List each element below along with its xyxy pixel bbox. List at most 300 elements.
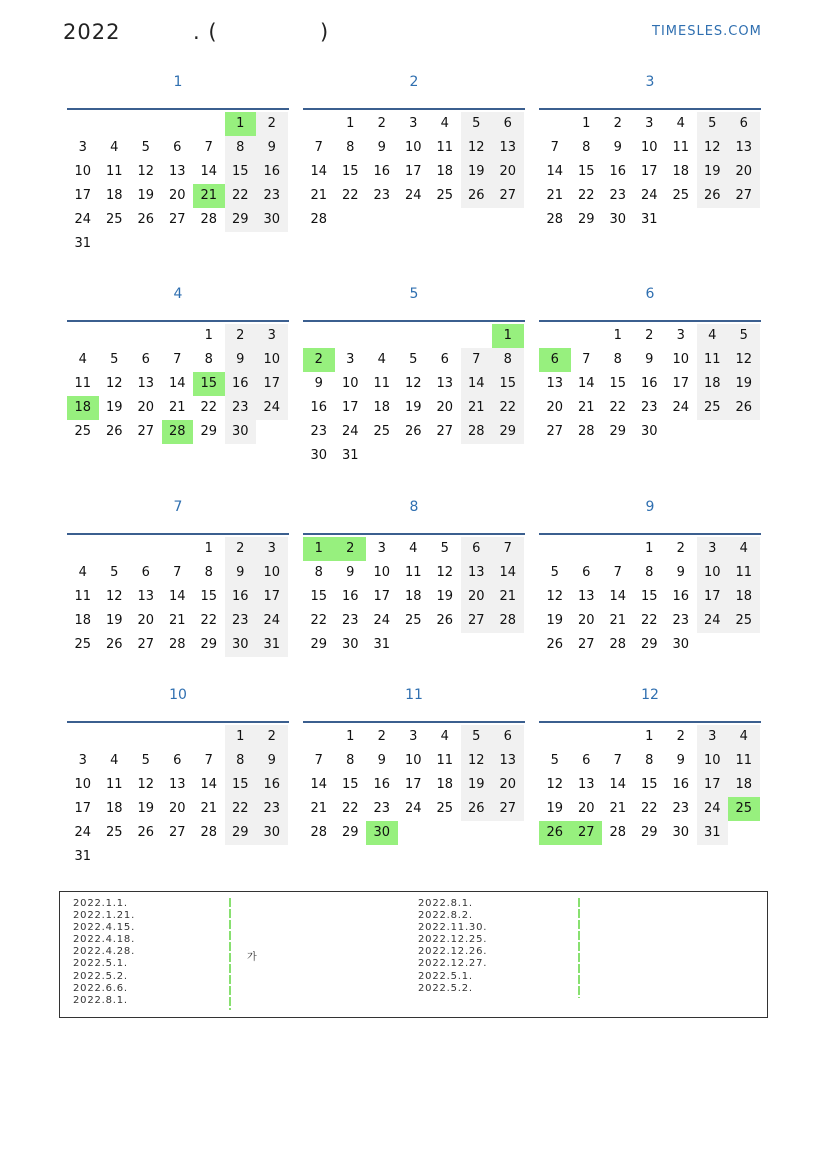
month-title: 9 <box>645 499 655 515</box>
note-date: 2022.6.6. <box>73 982 128 994</box>
month-rule <box>67 533 289 535</box>
day-cell: 7 <box>204 140 213 155</box>
month-8 <box>303 499 525 657</box>
day-cell: 1 <box>204 328 213 343</box>
month-days <box>303 537 525 657</box>
day-cell: 16 <box>225 372 257 396</box>
day-cell: 17 <box>404 164 422 179</box>
day-cell: 24 <box>672 400 690 415</box>
day-cell: 11 <box>105 777 123 792</box>
day-cell: 22 <box>640 801 658 816</box>
day-cell: 15 <box>577 164 595 179</box>
day-cell: 15 <box>341 164 359 179</box>
day-cell: 17 <box>672 376 690 391</box>
day-cell: 15 <box>193 372 225 396</box>
day-cell: 20 <box>577 801 595 816</box>
month-rule <box>539 721 761 723</box>
day-cell: 13 <box>137 376 155 391</box>
month-title: 12 <box>641 687 659 703</box>
day-cell: 3 <box>377 541 386 556</box>
day-cell: 10 <box>697 561 729 585</box>
day-cell: 31 <box>74 849 92 864</box>
day-cell: 23 <box>609 188 627 203</box>
day-cell: 11 <box>74 589 92 604</box>
day-cell: 6 <box>582 753 591 768</box>
day-cell: 8 <box>346 753 355 768</box>
day-cell: 24 <box>697 797 729 821</box>
day-cell: 16 <box>373 777 391 792</box>
day-cell: 1 <box>645 729 654 744</box>
day-cell: 12 <box>728 348 760 372</box>
day-cell: 28 <box>577 424 595 439</box>
day-cell: 29 <box>310 637 328 652</box>
note-date: 2022.5.1. <box>73 958 128 970</box>
day-cell: 17 <box>74 188 92 203</box>
day-cell: 6 <box>492 112 524 136</box>
day-cell: 2 <box>256 112 288 136</box>
day-cell: 9 <box>377 140 386 155</box>
day-cell: 19 <box>137 188 155 203</box>
day-cell: 8 <box>204 565 213 580</box>
month-days <box>539 324 761 444</box>
day-cell: 25 <box>373 424 391 439</box>
day-cell: 11 <box>728 561 760 585</box>
day-cell: 15 <box>640 777 658 792</box>
day-cell: 19 <box>546 613 564 628</box>
empty-cell <box>130 725 162 749</box>
month-2 <box>303 74 525 232</box>
month-title: 3 <box>645 74 655 90</box>
empty-cell <box>539 324 571 348</box>
day-cell: 7 <box>550 140 559 155</box>
day-cell: 10 <box>256 348 288 372</box>
day-cell: 23 <box>225 609 257 633</box>
day-cell: 20 <box>137 613 155 628</box>
day-cell: 9 <box>676 565 685 580</box>
day-cell: 19 <box>461 773 493 797</box>
day-cell: 12 <box>137 777 155 792</box>
day-cell: 25 <box>74 637 92 652</box>
notes-box <box>59 891 768 1018</box>
empty-cell <box>571 725 603 749</box>
day-cell: 19 <box>436 589 454 604</box>
day-cell: 25 <box>105 825 123 840</box>
day-cell: 22 <box>577 188 595 203</box>
day-cell: 1 <box>204 541 213 556</box>
day-cell: 1 <box>346 729 355 744</box>
empty-cell <box>398 324 430 348</box>
day-cell: 11 <box>74 376 92 391</box>
day-cell: 25 <box>697 396 729 420</box>
day-cell: 11 <box>697 348 729 372</box>
day-cell: 16 <box>256 773 288 797</box>
day-cell: 19 <box>105 400 123 415</box>
day-cell: 3 <box>78 140 87 155</box>
day-cell: 30 <box>256 208 288 232</box>
day-cell: 18 <box>728 585 760 609</box>
empty-cell <box>162 725 194 749</box>
day-cell: 5 <box>110 565 119 580</box>
day-cell: 14 <box>310 777 328 792</box>
day-cell: 25 <box>728 609 760 633</box>
day-cell: 15 <box>310 589 328 604</box>
day-cell: 23 <box>256 184 288 208</box>
day-cell: 7 <box>173 352 182 367</box>
day-cell: 28 <box>492 609 524 633</box>
day-cell: 12 <box>697 136 729 160</box>
day-cell: 14 <box>609 589 627 604</box>
day-cell: 1 <box>645 541 654 556</box>
day-cell: 27 <box>168 825 186 840</box>
empty-cell <box>539 725 571 749</box>
empty-cell <box>303 725 335 749</box>
empty-cell <box>130 112 162 136</box>
day-cell: 30 <box>672 637 690 652</box>
day-cell: 5 <box>728 324 760 348</box>
day-cell: 18 <box>105 801 123 816</box>
day-cell: 12 <box>436 565 454 580</box>
day-cell: 30 <box>225 633 257 657</box>
day-cell: 7 <box>613 753 622 768</box>
note-date: 2022.8.1. <box>73 994 128 1006</box>
day-cell: 4 <box>110 753 119 768</box>
day-cell: 18 <box>436 777 454 792</box>
day-cell: 24 <box>404 801 422 816</box>
notes-left-text: 가 <box>247 952 257 963</box>
day-cell: 30 <box>310 448 328 463</box>
day-cell: 18 <box>436 164 454 179</box>
day-cell: 28 <box>200 212 218 227</box>
day-cell: 4 <box>78 352 87 367</box>
day-cell: 20 <box>492 160 524 184</box>
day-cell: 6 <box>461 537 493 561</box>
day-cell: 27 <box>168 212 186 227</box>
day-cell: 8 <box>225 136 257 160</box>
day-cell: 1 <box>613 328 622 343</box>
empty-cell <box>67 725 99 749</box>
day-cell: 6 <box>141 565 150 580</box>
day-cell: 6 <box>582 565 591 580</box>
day-cell: 17 <box>256 372 288 396</box>
day-cell: 31 <box>256 633 288 657</box>
day-cell: 29 <box>577 212 595 227</box>
empty-cell <box>366 324 398 348</box>
day-cell: 2 <box>613 116 622 131</box>
day-cell: 1 <box>582 116 591 131</box>
day-cell: 14 <box>200 164 218 179</box>
empty-cell <box>539 537 571 561</box>
day-cell: 9 <box>256 749 288 773</box>
day-cell: 23 <box>373 188 391 203</box>
note-date: 2022.1.21. <box>73 910 136 922</box>
day-cell: 31 <box>74 236 92 251</box>
day-cell: 20 <box>728 160 760 184</box>
day-cell: 19 <box>728 372 760 396</box>
note-date: 2022.12.27. <box>418 958 488 970</box>
day-cell: 22 <box>492 396 524 420</box>
day-cell: 4 <box>409 541 418 556</box>
day-cell: 24 <box>341 424 359 439</box>
day-cell: 18 <box>74 613 92 628</box>
day-cell: 25 <box>436 188 454 203</box>
day-cell: 18 <box>67 396 99 420</box>
day-cell: 27 <box>577 637 595 652</box>
day-cell: 4 <box>377 352 386 367</box>
year-label: 2022 <box>63 20 121 44</box>
empty-cell <box>99 324 131 348</box>
day-cell: 21 <box>200 801 218 816</box>
day-cell: 3 <box>697 725 729 749</box>
day-cell: 14 <box>609 777 627 792</box>
empty-cell <box>99 112 131 136</box>
day-cell: 27 <box>492 184 524 208</box>
day-cell: 22 <box>225 797 257 821</box>
day-cell: 4 <box>697 324 729 348</box>
day-cell: 29 <box>200 637 218 652</box>
empty-cell <box>193 112 225 136</box>
day-cell: 17 <box>74 801 92 816</box>
day-cell: 21 <box>577 400 595 415</box>
month-4 <box>67 286 289 444</box>
day-cell: 14 <box>546 164 564 179</box>
day-cell: 11 <box>373 376 391 391</box>
empty-cell <box>130 324 162 348</box>
empty-cell <box>99 537 131 561</box>
day-cell: 23 <box>256 797 288 821</box>
day-cell: 3 <box>409 729 418 744</box>
day-cell: 27 <box>137 424 155 439</box>
month-title: 8 <box>409 499 419 515</box>
day-cell: 3 <box>256 324 288 348</box>
notes-right-divider <box>578 898 580 998</box>
day-cell: 12 <box>546 777 564 792</box>
day-cell: 21 <box>492 585 524 609</box>
day-cell: 8 <box>314 565 323 580</box>
month-3 <box>539 74 761 232</box>
day-cell: 5 <box>409 352 418 367</box>
day-cell: 10 <box>74 777 92 792</box>
day-cell: 7 <box>314 753 323 768</box>
day-cell: 18 <box>697 372 729 396</box>
day-cell: 11 <box>436 140 454 155</box>
day-cell: 30 <box>341 637 359 652</box>
day-cell: 19 <box>137 801 155 816</box>
month-rule <box>67 721 289 723</box>
note-date: 2022.12.26. <box>418 946 488 958</box>
month-1 <box>67 74 289 256</box>
month-days <box>539 725 761 845</box>
day-cell: 2 <box>676 541 685 556</box>
day-cell: 2 <box>335 537 367 561</box>
day-cell: 20 <box>168 801 186 816</box>
day-cell: 24 <box>373 613 391 628</box>
day-cell: 4 <box>78 565 87 580</box>
day-cell: 9 <box>377 753 386 768</box>
day-cell: 22 <box>341 188 359 203</box>
day-cell: 9 <box>314 376 323 391</box>
month-days <box>303 324 525 468</box>
day-cell: 20 <box>461 585 493 609</box>
day-cell: 29 <box>341 825 359 840</box>
day-cell: 20 <box>492 773 524 797</box>
day-cell: 14 <box>168 376 186 391</box>
day-cell: 22 <box>341 801 359 816</box>
day-cell: 8 <box>346 140 355 155</box>
day-cell: 28 <box>310 825 328 840</box>
day-cell: 13 <box>168 164 186 179</box>
day-cell: 14 <box>461 372 493 396</box>
day-cell: 1 <box>492 324 524 348</box>
day-cell: 14 <box>310 164 328 179</box>
day-cell: 8 <box>204 352 213 367</box>
day-cell: 29 <box>225 208 257 232</box>
day-cell: 26 <box>137 212 155 227</box>
day-cell: 28 <box>609 825 627 840</box>
day-cell: 5 <box>141 753 150 768</box>
day-cell: 28 <box>310 212 328 227</box>
day-cell: 2 <box>256 725 288 749</box>
day-cell: 19 <box>404 400 422 415</box>
day-cell: 5 <box>110 352 119 367</box>
day-cell: 10 <box>697 749 729 773</box>
day-cell: 15 <box>640 589 658 604</box>
day-cell: 25 <box>436 801 454 816</box>
day-cell: 13 <box>728 136 760 160</box>
month-days <box>303 725 525 845</box>
day-cell: 21 <box>168 400 186 415</box>
day-cell: 21 <box>609 801 627 816</box>
day-cell: 18 <box>672 164 690 179</box>
day-cell: 25 <box>728 797 760 821</box>
day-cell: 19 <box>461 160 493 184</box>
note-date: 2022.4.28. <box>73 946 136 958</box>
day-cell: 26 <box>461 184 493 208</box>
note-date: 2022.8.1. <box>418 898 473 909</box>
note-date: 2022.1.1. <box>73 898 128 909</box>
month-days <box>67 725 289 869</box>
day-cell: 11 <box>105 164 123 179</box>
month-days <box>67 324 289 444</box>
day-cell: 7 <box>492 537 524 561</box>
day-cell: 12 <box>461 749 493 773</box>
empty-cell <box>335 324 367 348</box>
day-cell: 1 <box>303 537 335 561</box>
day-cell: 15 <box>225 773 257 797</box>
month-days <box>539 112 761 232</box>
empty-cell <box>67 324 99 348</box>
empty-cell <box>67 537 99 561</box>
day-cell: 27 <box>492 797 524 821</box>
day-cell: 19 <box>105 613 123 628</box>
day-cell: 7 <box>582 352 591 367</box>
day-cell: 23 <box>640 400 658 415</box>
paren-close: ) <box>320 20 330 44</box>
month-9 <box>539 499 761 657</box>
day-cell: 14 <box>577 376 595 391</box>
day-cell: 17 <box>404 777 422 792</box>
day-cell: 26 <box>728 396 760 420</box>
site-brand[interactable]: TIMESLES.COM <box>652 24 762 39</box>
day-cell: 24 <box>74 825 92 840</box>
day-cell: 18 <box>728 773 760 797</box>
empty-cell <box>602 537 634 561</box>
day-cell: 13 <box>492 749 524 773</box>
month-10 <box>67 687 289 869</box>
day-cell: 9 <box>676 753 685 768</box>
day-cell: 21 <box>609 613 627 628</box>
day-cell: 5 <box>141 140 150 155</box>
day-cell: 10 <box>74 164 92 179</box>
day-cell: 19 <box>697 160 729 184</box>
day-cell: 17 <box>256 585 288 609</box>
month-rule <box>303 533 525 535</box>
day-cell: 3 <box>676 328 685 343</box>
day-cell: 25 <box>404 613 422 628</box>
day-cell: 20 <box>577 613 595 628</box>
day-cell: 15 <box>200 589 218 604</box>
day-cell: 17 <box>341 400 359 415</box>
day-cell: 30 <box>609 212 627 227</box>
day-cell: 14 <box>168 589 186 604</box>
month-12 <box>539 687 761 845</box>
day-cell: 26 <box>137 825 155 840</box>
day-cell: 9 <box>346 565 355 580</box>
day-cell: 13 <box>461 561 493 585</box>
day-cell: 17 <box>697 585 729 609</box>
month-rule <box>303 108 525 110</box>
day-cell: 3 <box>697 537 729 561</box>
day-cell: 4 <box>110 140 119 155</box>
month-title: 6 <box>645 286 655 302</box>
empty-cell <box>461 324 493 348</box>
notes-left-divider <box>229 898 231 1010</box>
day-cell: 10 <box>373 565 391 580</box>
day-cell: 16 <box>672 589 690 604</box>
month-days <box>67 537 289 657</box>
day-cell: 22 <box>640 613 658 628</box>
day-cell: 29 <box>225 821 257 845</box>
day-cell: 24 <box>404 188 422 203</box>
empty-cell <box>162 324 194 348</box>
day-cell: 8 <box>645 753 654 768</box>
empty-cell <box>303 324 335 348</box>
month-rule <box>303 721 525 723</box>
month-title: 7 <box>173 499 183 515</box>
day-cell: 28 <box>546 212 564 227</box>
day-cell: 31 <box>373 637 391 652</box>
day-cell: 2 <box>645 328 654 343</box>
empty-cell <box>429 324 461 348</box>
day-cell: 2 <box>377 116 386 131</box>
day-cell: 21 <box>310 801 328 816</box>
day-cell: 5 <box>461 112 493 136</box>
day-cell: 28 <box>200 825 218 840</box>
day-cell: 1 <box>346 116 355 131</box>
day-cell: 20 <box>168 188 186 203</box>
empty-cell <box>571 537 603 561</box>
day-cell: 29 <box>200 424 218 439</box>
empty-cell <box>162 112 194 136</box>
paren-open: . ( <box>193 20 218 44</box>
day-cell: 12 <box>105 589 123 604</box>
day-cell: 29 <box>609 424 627 439</box>
day-cell: 3 <box>645 116 654 131</box>
day-cell: 23 <box>225 396 257 420</box>
day-cell: 31 <box>640 212 658 227</box>
day-cell: 29 <box>492 420 524 444</box>
day-cell: 12 <box>404 376 422 391</box>
note-date: 2022.5.2. <box>418 982 473 994</box>
